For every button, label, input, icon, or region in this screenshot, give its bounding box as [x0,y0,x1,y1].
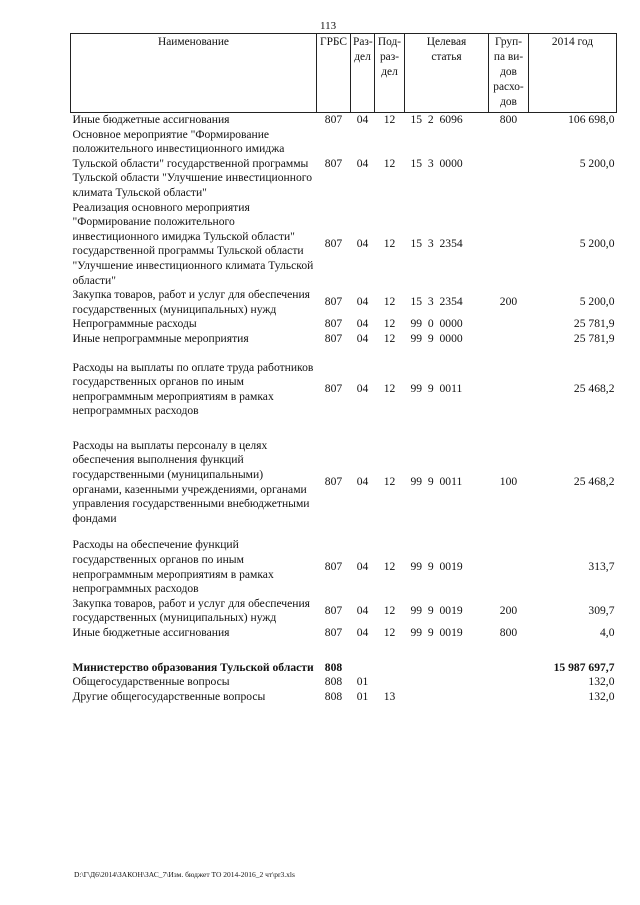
row-sum-2014: 15 987 697,7 [553,660,615,674]
row-celevaya-statya: 99 9 0019 [410,626,463,639]
row-razdel: 04 [356,626,369,639]
row-name: Основное мероприятие "Формирование положительного инвестиционного имиджа Тульской области" государственной программы Тульской области "Улучшение инвестиционного климата Тульской области" [72,127,313,199]
row-sum-2014: 5 200,0 [579,237,615,251]
row-name: Расходы на обеспечение функций государственных органов по иным непрограммным мероприятиям в рамках непрограммных расходов [72,538,274,596]
header-razdel: Раз- дел [351,34,375,113]
header-grbs: ГРБС [317,34,351,113]
row-podrazdel: 12 [383,382,396,396]
row-razdel: 01 [356,689,369,703]
row-vid-rashodov [489,675,529,690]
row-spacer [71,419,617,439]
row-razdel: 04 [356,237,369,251]
row-grbs: 807 [324,331,343,345]
row-vid-rashodov [489,128,529,201]
row-vid-rashodov [489,690,529,705]
row-grbs: 807 [324,156,343,170]
row-celevaya-statya: 99 9 0019 [410,560,463,574]
row-name: Иные непрограммные мероприятия [72,331,249,345]
row-podrazdel [375,675,405,690]
row-celevaya-statya: 15 3 2354 [410,237,463,251]
row-spacer [71,526,617,538]
row-celevaya-statya: 15 2 6096 [410,113,463,126]
row-sum-2014: 309,7 [588,604,615,618]
row-podrazdel: 12 [383,331,396,345]
row-sum-2014: 132,0 [588,675,615,689]
table-row [71,626,617,641]
row-grbs: 808 [324,689,343,703]
row-vid-rashodov [489,538,529,596]
header-podrazdel: Под- раз- дел [375,34,405,113]
row-podrazdel: 12 [383,113,396,126]
row-sum-2014: 25 781,9 [573,331,615,345]
row-name: Реализация основного мероприятия "Формирование положительного инвестиционного имиджа Тульской области" государственной программы Тульской области "Улучшение инвестиционного климата Тульской области" [72,200,314,287]
row-grbs: 807 [324,560,343,574]
row-spacer [71,641,617,661]
table-row [71,113,617,128]
row-celevaya-statya: 99 0 0000 [410,317,463,331]
row-celevaya-statya: 99 9 0019 [410,604,463,618]
header-gruppa-vidov-rashodov: Груп- па ви- дов расхо- дов [489,34,529,113]
row-sum-2014: 132,0 [588,689,615,703]
row-name: Другие общегосударственные вопросы [72,689,266,703]
row-spacer [71,347,617,361]
row-celevaya-statya: 15 3 2354 [410,295,463,309]
row-grbs: 807 [324,475,343,489]
row-name: Министерство образования Тульской области [72,660,314,674]
table-header-row [71,34,617,113]
row-name: Общегосударственные вопросы [72,675,230,689]
table-row-ministry [71,661,617,676]
row-vid-rashodov: 100 [499,475,518,489]
row-vid-rashodov [489,361,529,419]
row-grbs: 807 [324,237,343,251]
row-razdel: 04 [356,560,369,574]
row-sum-2014: 313,7 [588,560,615,574]
row-celevaya-statya: 15 3 0000 [410,156,463,170]
row-podrazdel: 12 [383,295,396,309]
row-sum-2014: 25 468,2 [573,475,615,489]
file-path-footer: D:\Г\Д6\2014\ЗАКОН\ЗАС_7\Изм. бюджет ТО 2014-2016_2 чт\pr3.xls [74,870,295,879]
table-row [71,201,617,289]
row-podrazdel: 12 [383,604,396,618]
row-razdel: 04 [356,295,369,309]
row-name: Иные бюджетные ассигнования [72,113,230,126]
row-podrazdel: 12 [383,237,396,251]
row-name: Непрограммные расходы [72,317,197,331]
row-celevaya-statya [405,661,489,676]
row-celevaya-statya: 99 9 0011 [410,382,463,396]
row-podrazdel: 12 [383,475,396,489]
table-row [71,675,617,690]
row-name: Закупка товаров, работ и услуг для обеспечения государственных (муниципальных) нужд [72,596,311,625]
table-row [71,597,617,626]
row-grbs: 807 [324,604,343,618]
row-razdel: 04 [356,331,369,345]
row-razdel: 04 [356,317,369,331]
row-sum-2014: 25 781,9 [573,317,615,331]
row-grbs: 807 [324,382,343,396]
table-row [71,128,617,201]
row-grbs: 807 [324,113,343,126]
row-name: Расходы на выплаты по оплате труда работников государственных органов по иным непрограммным мероприятиям в рамках непрограммных расходов [72,360,314,418]
row-vid-rashodov [489,332,529,347]
row-razdel: 04 [356,382,369,396]
row-vid-rashodov: 800 [499,113,518,126]
row-vid-rashodov: 200 [499,295,518,309]
row-podrazdel: 12 [383,156,396,170]
header-year: 2014 год [529,34,617,113]
row-vid-rashodov [489,661,529,676]
row-podrazdel: 12 [383,317,396,331]
row-vid-rashodov [489,201,529,289]
row-podrazdel: 12 [383,626,396,639]
table-row [71,288,617,317]
row-celevaya-statya: 99 9 0000 [410,331,463,345]
row-podrazdel: 12 [383,560,396,574]
row-vid-rashodov: 800 [499,626,518,639]
row-grbs: 807 [324,317,343,331]
row-grbs: 807 [324,626,343,639]
row-razdel: 04 [356,156,369,170]
row-razdel [351,661,375,676]
row-name: Закупка товаров, работ и услуг для обеспечения государственных (муниципальных) нужд [72,288,311,316]
row-razdel: 04 [356,475,369,489]
row-sum-2014: 4,0 [600,626,615,639]
table-row [71,332,617,347]
table-row [71,690,617,705]
row-sum-2014: 5 200,0 [579,295,615,309]
row-grbs: 808 [324,660,343,674]
row-celevaya-statya: 99 9 0011 [410,475,463,489]
row-sum-2014: 106 698,0 [568,113,615,126]
row-name: Иные бюджетные ассигнования [72,626,230,639]
row-razdel: 04 [356,113,369,126]
row-podrazdel [375,661,405,676]
row-razdel: 01 [356,675,369,689]
row-grbs: 808 [324,675,343,689]
row-podrazdel: 13 [383,689,396,703]
table-row [71,361,617,419]
page-number: 113 [320,20,337,32]
row-vid-rashodov [489,317,529,332]
row-vid-rashodov: 200 [499,604,518,618]
row-name: Расходы на выплаты персоналу в целях обеспечения выполнения функций государственными (муниципальными) органами, казенными учреждениями, органами управления государственными внебюджетными фондами [72,438,310,525]
row-celevaya-statya [405,690,489,705]
row-sum-2014: 5 200,0 [579,156,615,170]
header-celevaya-statya: Целевая статья [405,34,489,113]
budget-table [70,33,617,704]
table-row [71,538,617,596]
header-name: Наименование [71,34,317,113]
row-grbs: 807 [324,295,343,309]
row-sum-2014: 25 468,2 [573,382,615,396]
table-row [71,439,617,527]
table-row [71,317,617,332]
row-celevaya-statya [405,675,489,690]
row-razdel: 04 [356,604,369,618]
